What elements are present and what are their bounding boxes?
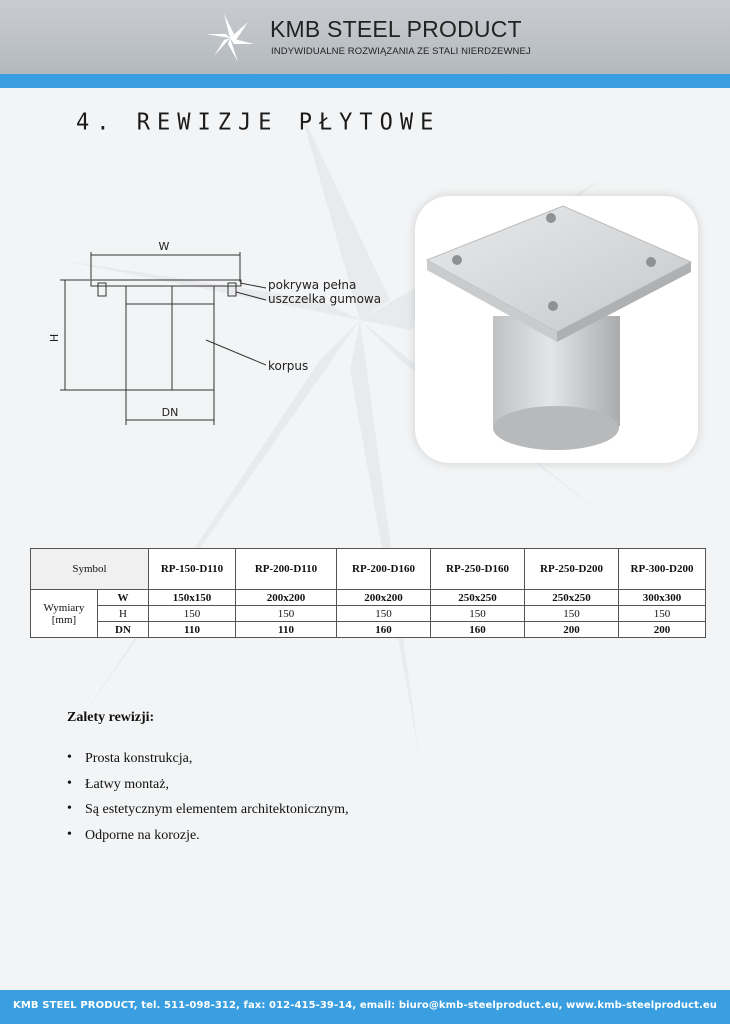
value-cell: 200x200	[236, 590, 337, 606]
value-cell: 110	[236, 622, 337, 638]
bullet-icon: •	[67, 750, 72, 765]
value-cell: 160	[337, 622, 431, 638]
list-item	[67, 777, 349, 803]
advantages-list	[67, 751, 349, 853]
symbol-cell: RP-150-D110	[149, 549, 236, 590]
list-item	[67, 802, 349, 828]
value-cell: 150	[619, 606, 706, 622]
callout-seal: uszczelka gumowa	[268, 292, 382, 306]
value-cell: 200	[619, 622, 706, 638]
value-cell: 150	[431, 606, 525, 622]
brand-name: KMB STEEL PRODUCT	[270, 16, 522, 42]
specification-table	[30, 548, 706, 638]
list-item	[67, 828, 349, 854]
symbol-cell: RP-250-D200	[525, 549, 619, 590]
inspection-cover-image	[415, 196, 698, 463]
symbol-cell: RP-300-D200	[619, 549, 706, 590]
value-cell: 150	[525, 606, 619, 622]
table-row	[31, 606, 706, 622]
list-item	[67, 751, 349, 777]
value-cell: 250x250	[525, 590, 619, 606]
list-item-text: Są estetycznym elementem architektonicznym,	[85, 802, 349, 817]
param-cell: DN	[98, 622, 149, 638]
list-item-text: Odporne na korozje.	[85, 827, 200, 843]
bullet-icon: •	[67, 801, 72, 816]
value-cell: 150	[337, 606, 431, 622]
symbol-cell: RP-250-D160	[431, 549, 525, 590]
table-row	[31, 590, 706, 606]
header-accent-bar	[0, 74, 730, 88]
callout-body: korpus	[268, 359, 309, 373]
brand-tagline: INDYWIDUALNE ROZWIĄZANIA ZE STALI NIERDZEWNEJ	[271, 46, 531, 57]
param-cell: H	[98, 606, 149, 622]
footer-contact: KMB STEEL PRODUCT, tel. 511-098-312, fax: 012-415-39-14, email: biuro@kmb-steelproduct.eu, www.kmb-steelproduct.eu	[13, 1000, 717, 1011]
table-row	[31, 622, 706, 638]
dimensions-header: Wymiary [mm]	[31, 590, 98, 638]
product-photo	[415, 196, 698, 463]
value-cell: 150x150	[149, 590, 236, 606]
list-item-text: Prosta konstrukcja,	[85, 751, 193, 766]
value-cell: 150	[149, 606, 236, 622]
list-item-text: Łatwy montaż,	[85, 776, 169, 792]
bullet-icon: •	[67, 775, 72, 791]
value-cell: 250x250	[431, 590, 525, 606]
value-cell: 160	[431, 622, 525, 638]
symbol-header: Symbol	[31, 549, 149, 590]
kmb-logo-icon	[200, 8, 260, 68]
advantages-title: Zalety rewizji:	[67, 710, 155, 725]
symbol-cell: RP-200-D160	[337, 549, 431, 590]
drawing-h-label: H	[48, 333, 61, 343]
page-title: 4. REWIZJE PŁYTOWE	[76, 109, 441, 136]
value-cell: 150	[236, 606, 337, 622]
table-header-row	[31, 549, 706, 590]
technical-drawing	[40, 230, 390, 430]
symbol-cell: RP-200-D110	[236, 549, 337, 590]
callout-cover: pokrywa pełna	[268, 278, 357, 292]
value-cell: 300x300	[619, 590, 706, 606]
header	[0, 0, 730, 74]
drawing-dn-label: DN	[161, 406, 179, 419]
value-cell: 200x200	[337, 590, 431, 606]
bullet-icon: •	[67, 826, 72, 842]
drawing-w-label: W	[158, 240, 170, 253]
param-cell: W	[98, 590, 149, 606]
value-cell: 110	[149, 622, 236, 638]
value-cell: 200	[525, 622, 619, 638]
footer	[0, 990, 730, 1024]
